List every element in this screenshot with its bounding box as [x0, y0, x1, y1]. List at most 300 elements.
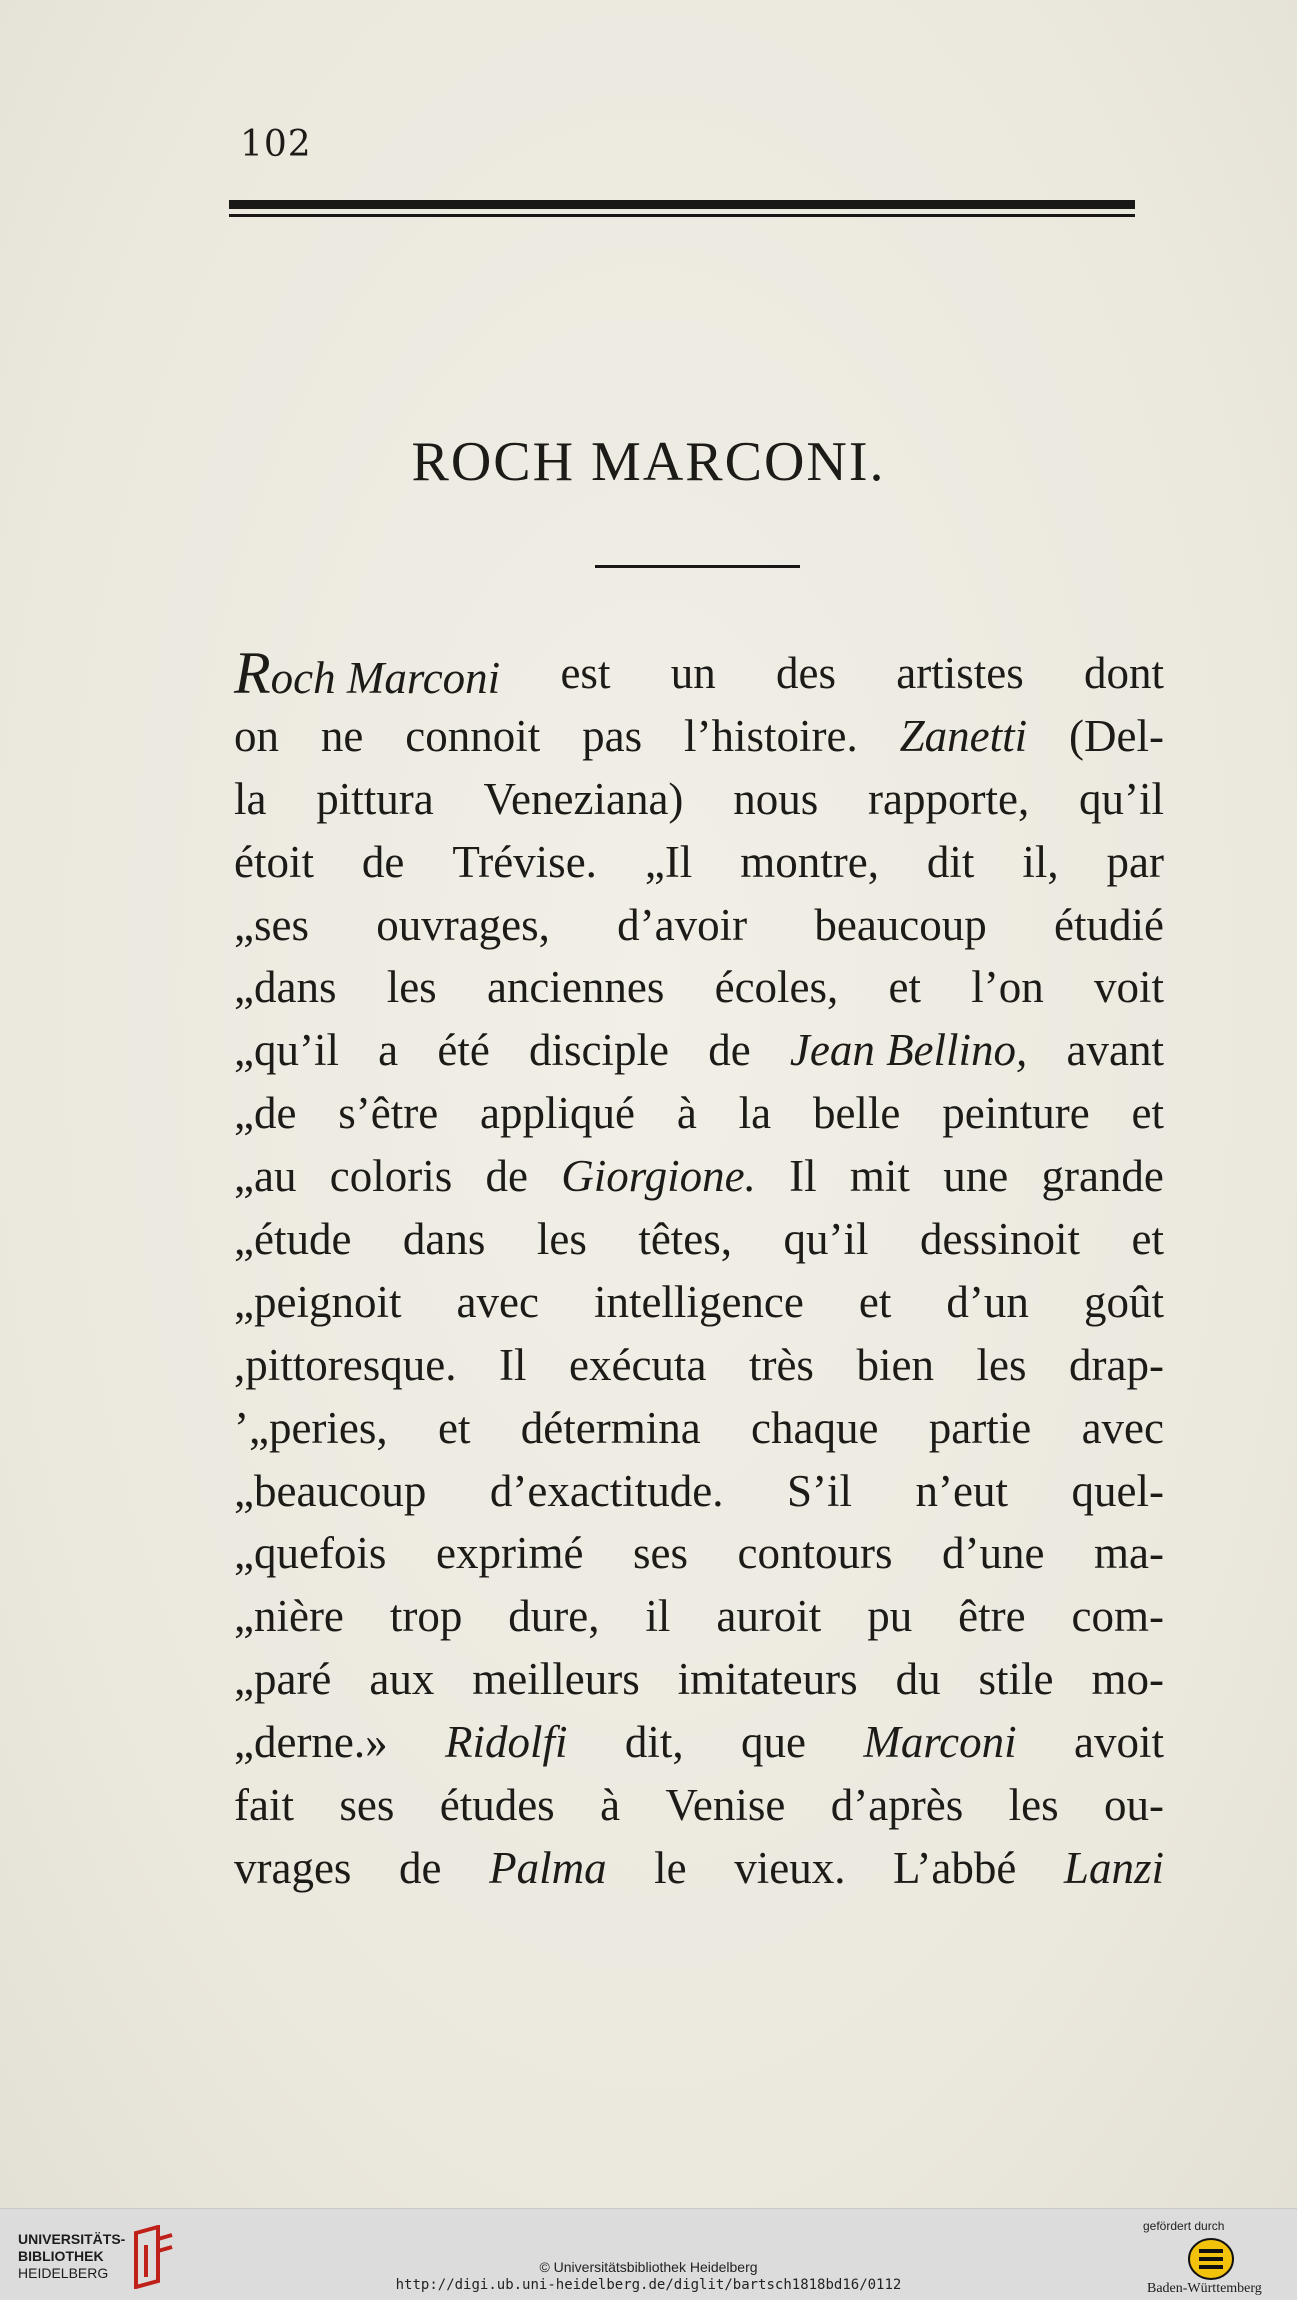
- text-line: [234, 1774, 1164, 1837]
- sponsor-label: gefördert durch: [1143, 2219, 1225, 2233]
- word-text: et: [888, 962, 921, 1013]
- word-text: une: [943, 1151, 1009, 1202]
- word-text: trop: [389, 1591, 463, 1642]
- word: [625, 1711, 684, 1774]
- text-line: [234, 956, 1164, 1019]
- word-text: bien: [856, 1339, 934, 1390]
- word-text: voit: [1093, 962, 1164, 1013]
- word: [594, 1271, 804, 1334]
- word: [1022, 831, 1058, 894]
- word: [916, 1460, 1008, 1523]
- word-text: de: [708, 1025, 751, 1076]
- word: [776, 642, 836, 705]
- word-text: par: [1106, 836, 1164, 887]
- word-text: rapporte,: [868, 773, 1030, 824]
- word-text: montre,: [740, 836, 879, 887]
- word: [739, 1082, 771, 1145]
- word-text: exécuta: [569, 1339, 707, 1390]
- word-text: Zanetti: [899, 710, 1028, 761]
- word: [929, 1397, 1031, 1460]
- word-text: partie: [928, 1402, 1032, 1453]
- word-text: il,: [1022, 836, 1059, 887]
- text-line: [234, 1271, 1164, 1334]
- word-text: coloris: [329, 1151, 453, 1202]
- word: [405, 705, 540, 768]
- sponsor-name: Baden-Württemberg: [1147, 2281, 1262, 2296]
- word-text: pittura: [316, 773, 434, 824]
- word: [1069, 705, 1164, 768]
- word: [1067, 1019, 1164, 1082]
- word-text: disciple: [529, 1025, 669, 1076]
- word-text: pas: [582, 710, 643, 761]
- word-text: „derne.»: [234, 1717, 388, 1768]
- word-text: têtes,: [638, 1214, 733, 1265]
- word-text: „peignoit: [234, 1276, 402, 1327]
- word: [677, 1082, 697, 1145]
- word: [508, 1585, 599, 1648]
- word-text: com-: [1071, 1591, 1164, 1642]
- word: [436, 1522, 583, 1585]
- text-line: [234, 831, 1164, 894]
- word: [737, 1522, 892, 1585]
- word: [234, 1774, 294, 1837]
- word-text: dont: [1083, 648, 1164, 698]
- word-text: Il: [498, 1339, 527, 1390]
- word: [1009, 1774, 1059, 1837]
- word: [1071, 1460, 1163, 1523]
- text-line: [234, 894, 1164, 957]
- word: [480, 1082, 635, 1145]
- word-text: auroit: [716, 1591, 822, 1642]
- word: [645, 1585, 670, 1648]
- word-text: les: [1008, 1780, 1059, 1831]
- word-text: à: [676, 1088, 697, 1139]
- word-text: dit: [926, 836, 975, 887]
- text-line: [234, 1837, 1164, 1900]
- word-text: étoit: [234, 836, 314, 887]
- word: [472, 1648, 639, 1711]
- header-rule-thick: [229, 200, 1135, 209]
- word: [560, 642, 610, 705]
- word-text: Veneziana): [483, 773, 684, 824]
- word: [927, 831, 975, 894]
- word-text: quel-: [1071, 1465, 1164, 1516]
- word-text: „qu’il: [234, 1025, 339, 1076]
- word-text: et: [858, 1276, 892, 1327]
- word-text: „nière: [234, 1591, 344, 1642]
- word-text: vrages: [234, 1842, 352, 1893]
- italic-word: [900, 705, 1028, 768]
- word: [438, 1397, 470, 1460]
- word: [234, 1648, 331, 1711]
- word-text: la: [738, 1088, 772, 1139]
- word: [316, 768, 433, 831]
- word-text: très: [748, 1339, 814, 1390]
- word: [976, 1334, 1026, 1397]
- header-rule-thin: [229, 214, 1135, 217]
- word-text: qu’il: [783, 1214, 869, 1265]
- baden-wuerttemberg-crest-icon[interactable]: [1186, 2237, 1236, 2281]
- word-text: dure,: [508, 1591, 600, 1642]
- text-line: [234, 1460, 1164, 1523]
- word: [734, 1837, 845, 1900]
- word: [234, 1334, 456, 1397]
- word-text: beaucoup: [814, 899, 987, 950]
- word-text: connoit: [405, 710, 541, 761]
- word: [234, 705, 279, 768]
- copyright-notice: © Universitätsbibliothek Heidelberg: [539, 2259, 758, 2275]
- word: [1079, 768, 1164, 831]
- word-text: avec: [1081, 1402, 1164, 1453]
- word: [1054, 894, 1164, 957]
- word-text: ’„peries,: [234, 1402, 388, 1453]
- word-text: qu’il: [1079, 773, 1164, 824]
- word-text: intelligence: [593, 1276, 804, 1327]
- word-text: meilleurs: [472, 1654, 640, 1705]
- footer-bar: [0, 2208, 1297, 2300]
- text-line: [234, 705, 1164, 768]
- italic-word: [234, 642, 500, 705]
- word: [784, 1208, 869, 1271]
- word-text: nous: [733, 773, 819, 824]
- word: [633, 1522, 688, 1585]
- word: [789, 1145, 817, 1208]
- word: [1094, 956, 1164, 1019]
- word: [716, 1585, 821, 1648]
- word: [529, 1019, 669, 1082]
- word-text: Jean Bellino,: [789, 1025, 1028, 1076]
- word: [958, 1585, 1025, 1648]
- word-text: et: [437, 1402, 471, 1453]
- word-text: Venise: [665, 1780, 786, 1831]
- word: [942, 1522, 1044, 1585]
- italic-word: [561, 1145, 756, 1208]
- word: [234, 956, 336, 1019]
- word: [896, 1648, 941, 1711]
- title-rule: [595, 565, 800, 568]
- word-text: être: [958, 1591, 1026, 1642]
- word-text: belle: [812, 1088, 901, 1139]
- text-line: [234, 1397, 1164, 1460]
- word-text: Trévise.: [452, 836, 597, 887]
- italic-word: [445, 1711, 568, 1774]
- body-text: [234, 642, 1164, 1900]
- word: [979, 1648, 1054, 1711]
- word: [749, 1334, 814, 1397]
- word-text: mo-: [1091, 1654, 1164, 1705]
- word: [484, 768, 684, 831]
- word: [850, 1145, 910, 1208]
- word: [814, 894, 986, 957]
- word-text: exprimé: [435, 1528, 584, 1579]
- word: [521, 1397, 701, 1460]
- word-text: les: [536, 1214, 587, 1265]
- word-text: de: [485, 1151, 528, 1202]
- word-text: d’exactitude.: [489, 1465, 724, 1516]
- word-text: peinture: [942, 1088, 1090, 1139]
- word-text: la: [234, 773, 267, 824]
- library-name-line: UNIVERSITÄTS-: [18, 2231, 126, 2247]
- word: [234, 1208, 351, 1271]
- word: [889, 956, 921, 1019]
- word: [234, 1585, 344, 1648]
- word-text: les: [386, 962, 437, 1013]
- word: [868, 768, 1029, 831]
- word: [1072, 1585, 1164, 1648]
- word: [234, 1145, 296, 1208]
- word: [234, 1397, 388, 1460]
- word-text: drap-: [1069, 1339, 1164, 1390]
- word: [617, 894, 747, 957]
- word-text: détermina: [520, 1402, 701, 1453]
- text-line: [234, 1208, 1164, 1271]
- word-text: stile: [978, 1654, 1054, 1705]
- word-text: „étude: [234, 1214, 352, 1265]
- text-line: [234, 768, 1164, 831]
- word: [321, 705, 363, 768]
- word: [946, 1271, 1029, 1334]
- permalink[interactable]: http://digi.ub.uni-heidelberg.de/diglit/bartsch1818bd16/0112: [395, 2277, 902, 2293]
- library-name-line: HEIDELBERG: [18, 2265, 109, 2281]
- word: [537, 1208, 587, 1271]
- word-text: grande: [1041, 1151, 1164, 1202]
- italic-word: [790, 1019, 1027, 1082]
- word: [1107, 831, 1164, 894]
- word: [234, 1271, 401, 1334]
- word-text: aux: [369, 1654, 435, 1705]
- word-text: ma-: [1094, 1528, 1164, 1579]
- word: [684, 705, 858, 768]
- word-text: l’on: [971, 962, 1044, 1013]
- word: [733, 768, 818, 831]
- word: [234, 831, 314, 894]
- page-number: 102: [240, 124, 312, 165]
- word-text: que: [741, 1717, 806, 1768]
- text-line: [234, 1334, 1164, 1397]
- word: [499, 1334, 527, 1397]
- word-text: écoles,: [714, 962, 839, 1013]
- italic-word: [1064, 1837, 1164, 1900]
- word: [338, 1082, 438, 1145]
- word-text: d’après: [830, 1780, 964, 1831]
- word: [390, 1585, 463, 1648]
- word: [1074, 1711, 1164, 1774]
- word-text: Il: [789, 1151, 817, 1202]
- word-text: vieux.: [734, 1842, 846, 1893]
- word-text: ses: [339, 1780, 395, 1831]
- word-text: „quefois: [234, 1528, 387, 1579]
- word-text: ou-: [1103, 1780, 1164, 1831]
- word: [654, 1837, 686, 1900]
- word: [339, 1774, 394, 1837]
- word-text: dessinoit: [919, 1214, 1080, 1265]
- word-text: et: [1131, 1214, 1164, 1265]
- word-text: goût: [1083, 1276, 1164, 1327]
- word: [457, 1271, 539, 1334]
- word: [234, 1019, 339, 1082]
- word-text: artistes: [896, 648, 1024, 698]
- word: [893, 1837, 1016, 1900]
- word-text: S’il: [787, 1465, 853, 1516]
- word-text: été: [437, 1025, 490, 1076]
- word-text: Palma: [489, 1842, 607, 1893]
- text-line: [234, 1711, 1164, 1774]
- word-text: Ridolfi: [445, 1717, 568, 1768]
- word-text: „au: [234, 1151, 297, 1202]
- word: [1084, 642, 1164, 705]
- word-text: d’une: [942, 1528, 1045, 1579]
- word-text: l’histoire.: [684, 710, 858, 761]
- word-text: dit,: [624, 1717, 684, 1768]
- word: [1084, 1271, 1164, 1334]
- word-text: pu: [867, 1591, 913, 1642]
- word-text: chaque: [751, 1402, 879, 1453]
- word-text: de: [399, 1842, 442, 1893]
- word-text: ses: [632, 1528, 688, 1579]
- word-text: „de: [234, 1088, 297, 1139]
- word: [1069, 1334, 1164, 1397]
- word-text: un: [670, 648, 716, 698]
- word-text: ,pittoresque.: [234, 1339, 457, 1390]
- text-line: [234, 1648, 1164, 1711]
- word: [1094, 1522, 1164, 1585]
- word: [362, 831, 404, 894]
- word-text: dans: [402, 1214, 486, 1265]
- word: [856, 1334, 933, 1397]
- word-text: avec: [456, 1276, 539, 1327]
- word: [569, 1334, 706, 1397]
- word-text: d’avoir: [617, 899, 748, 950]
- word-text: anciennes: [486, 962, 665, 1013]
- word: [234, 1460, 426, 1523]
- word-text: avant: [1066, 1025, 1164, 1076]
- word-text: appliqué: [480, 1088, 635, 1139]
- word-text: mit: [849, 1151, 910, 1202]
- word: [708, 1019, 750, 1082]
- word: [665, 1774, 785, 1837]
- word: [896, 642, 1023, 705]
- word-text: „Il: [644, 836, 693, 887]
- word-text: L’abbé: [893, 1842, 1017, 1893]
- word-text: a: [378, 1025, 399, 1076]
- word: [787, 1460, 852, 1523]
- word: [831, 1774, 963, 1837]
- word: [437, 1019, 489, 1082]
- word: [740, 831, 879, 894]
- text-line: [234, 1082, 1164, 1145]
- word: [715, 956, 839, 1019]
- word-text: imitateurs: [677, 1654, 858, 1705]
- word: [490, 1460, 724, 1523]
- word: [943, 1145, 1008, 1208]
- word: [867, 1585, 912, 1648]
- word: [330, 1145, 452, 1208]
- word-text: avoit: [1074, 1717, 1164, 1768]
- text-line: [234, 642, 1164, 705]
- word: [234, 894, 309, 957]
- word-text: le: [654, 1842, 687, 1893]
- word: [403, 1208, 486, 1271]
- italic-word: [863, 1711, 1016, 1774]
- library-name-line: BIBLIOTHEK: [18, 2248, 104, 2264]
- word: [234, 1837, 351, 1900]
- word-text: Marconi: [863, 1717, 1017, 1768]
- text-line: [234, 1585, 1164, 1648]
- word: [1082, 1397, 1164, 1460]
- word-text: fait: [234, 1780, 294, 1831]
- word-text: „beaucoup: [234, 1465, 427, 1516]
- word-text: „ses: [234, 899, 309, 950]
- word-text: „dans: [234, 962, 337, 1013]
- word-text: d’un: [946, 1276, 1029, 1327]
- text-line: [234, 1522, 1164, 1585]
- word: [1091, 1648, 1164, 1711]
- word-text: il: [645, 1591, 671, 1642]
- word-text: och Marconi: [270, 653, 501, 703]
- chapter-title: ROCH MARCONI.: [411, 431, 886, 493]
- word: [678, 1648, 858, 1711]
- word: [645, 831, 692, 894]
- word-text: s’être: [338, 1088, 439, 1139]
- word: [234, 1522, 386, 1585]
- word: [920, 1208, 1080, 1271]
- word-text: on: [234, 710, 279, 761]
- word-text: étudié: [1054, 899, 1164, 950]
- word-text: est: [560, 648, 611, 698]
- word: [234, 1082, 296, 1145]
- word-text: n’eut: [915, 1465, 1008, 1516]
- word: [671, 642, 716, 705]
- word-text: et: [1131, 1088, 1164, 1139]
- word: [813, 1082, 900, 1145]
- word: [440, 1774, 555, 1837]
- word-text: Giorgione.: [561, 1151, 756, 1202]
- word: [751, 1397, 878, 1460]
- word: [1131, 1208, 1163, 1271]
- word-text: contours: [737, 1528, 893, 1579]
- word: [638, 1208, 732, 1271]
- word: [582, 705, 642, 768]
- text-line: [234, 1145, 1164, 1208]
- text-line: [234, 1019, 1164, 1082]
- word-text: „paré: [234, 1654, 332, 1705]
- word-text: études: [439, 1780, 555, 1831]
- word: [1104, 1774, 1164, 1837]
- word: [399, 1837, 441, 1900]
- word: [600, 1774, 620, 1837]
- word-text: de: [361, 836, 405, 887]
- word-text: ouvrages,: [376, 899, 550, 950]
- word: [1041, 1145, 1163, 1208]
- word: [942, 1082, 1089, 1145]
- word-text: Lanzi: [1063, 1842, 1164, 1893]
- italic-word: [489, 1837, 607, 1900]
- word: [369, 1648, 434, 1711]
- word-text: du: [895, 1654, 941, 1705]
- word: [1132, 1082, 1164, 1145]
- word: [487, 956, 664, 1019]
- word: [234, 1711, 388, 1774]
- word-text: des: [775, 648, 836, 698]
- word-text: à: [600, 1780, 621, 1831]
- word: [234, 768, 266, 831]
- word-text: les: [976, 1339, 1027, 1390]
- word: [971, 956, 1044, 1019]
- word-text: ne: [320, 710, 364, 761]
- word: [452, 831, 597, 894]
- word: [378, 1019, 398, 1082]
- drop-cap: R: [234, 640, 271, 706]
